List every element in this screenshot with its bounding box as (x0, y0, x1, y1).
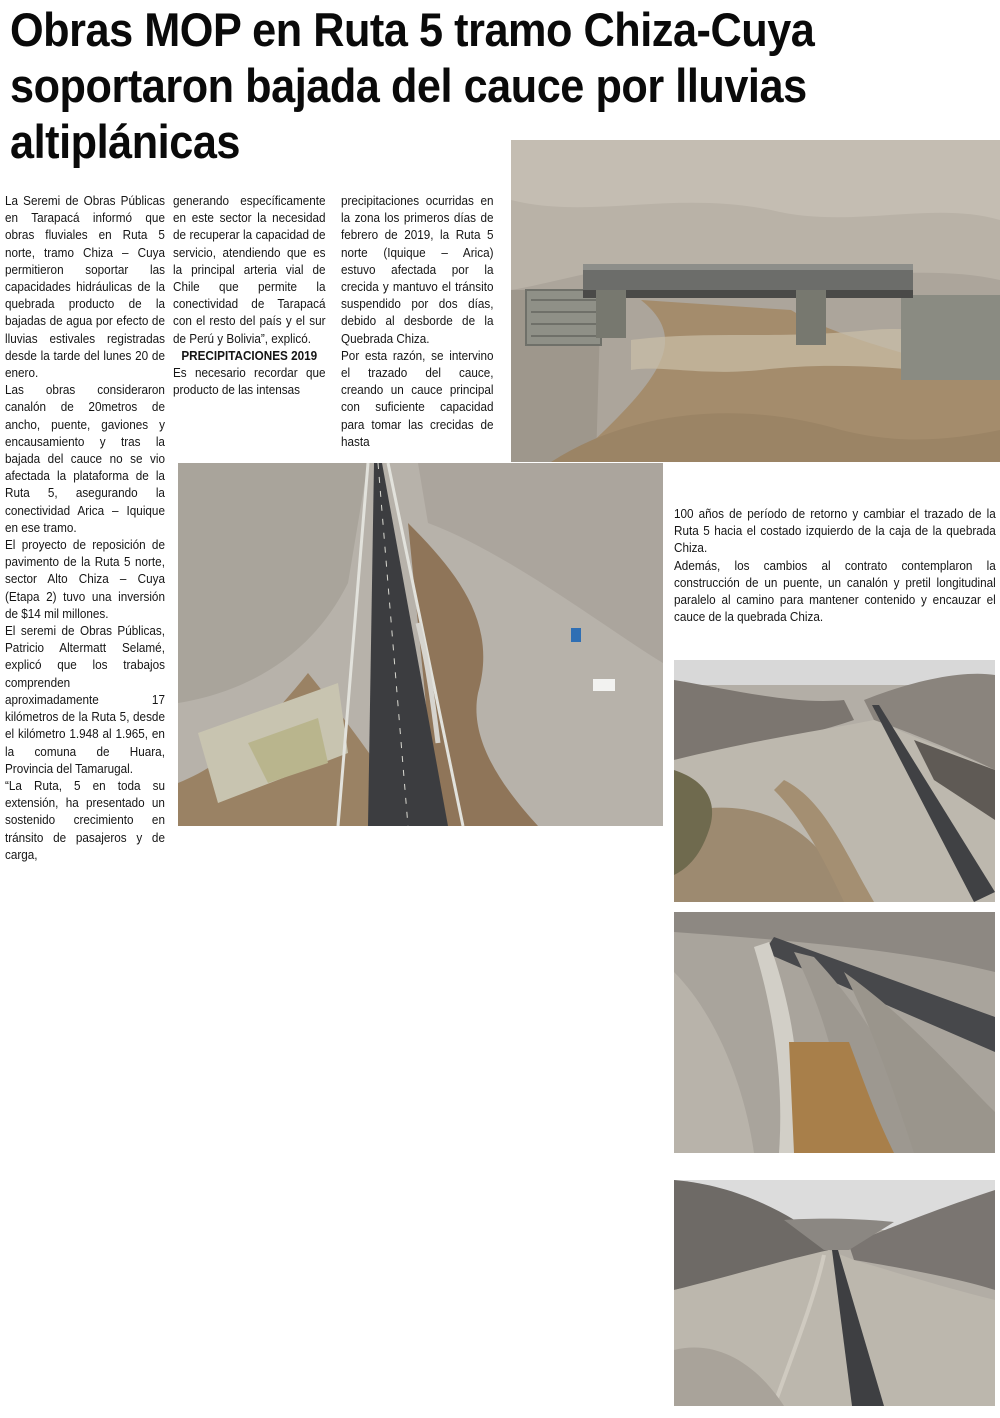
headline-line-2: soportaron bajada del cauce por lluvias (10, 59, 807, 112)
valley-road-photo (674, 660, 995, 902)
paragraph: generando específicamente en este sector la necesidad de recuperar la capacidad de servicio, atendiendo que es la principal arteria vial de Chile que permite la conectividad de Tarapacá con el resto del país y el sur de Perú y Bolivia”, explicó. (173, 194, 326, 346)
paragraph: Por esta razón, se intervino el trazado del cauce, creando un cauce principal con suficiente capacidad para tomar las crecidas de hasta (341, 348, 494, 449)
article-column-3 (341, 193, 494, 451)
bridge-photo (511, 140, 1000, 462)
paragraph: “La Ruta, 5 en toda su extensión, ha presentado un sostenido crecimiento en tránsito de pasajeros y de carga, (5, 778, 165, 862)
article-column-2 (173, 193, 326, 399)
canal-photo (674, 912, 995, 1153)
paragraph: Es necesario recordar que producto de las intensas (173, 366, 326, 398)
paragraph: El proyecto de reposición de pavimento de la Ruta 5 norte, sector Alto Chiza – Cuya (Etapa 2) tuvo una inversión de $14 mil millones. (5, 538, 165, 621)
article-column-4 (674, 506, 996, 626)
headline-line-1: Obras MOP en Ruta 5 tramo Chiza-Cuya (10, 3, 815, 56)
paragraph: 100 años de período de retorno y cambiar el trazado de la Ruta 5 hacia el costado izquierdo de la caja de la quebrada Chiza. (674, 507, 996, 556)
valley-highway-photo (674, 1180, 995, 1406)
paragraph: Además, los cambios al contrato contemplaron la construcción de un puente, un canalón y pretil longitudinal paralelo al camino para mantener contenido y encauzar el cauce de la quebrada Chiza. (674, 558, 996, 625)
aerial-road-photo (178, 463, 663, 826)
paragraph: La Seremi de Obras Públicas en Tarapacá informó que obras fluviales en Ruta 5 norte, tramo Chiza – Cuya permitieron soportar las capacidades hidráulicas de la quebrada producto de la bajadas de agua por efecto de lluvias estivales registradas desde la tarde del lunes 20 de enero. (5, 194, 165, 381)
paragraph: Las obras consideraron canalón de 20metros de ancho, puente, gaviones y encausamiento y tras la bajada del cauce no se vio afectada la plataforma de la Ruta 5, asegurando la conectividad Arica – Iquique en ese tramo. (5, 383, 165, 535)
paragraph: El seremi de Obras Públicas, Patricio Altermatt Selamé, explicó que los trabajos comprenden aproximadamente 17 kilómetros de la Ruta 5, desde el kilómetro 1.948 al 1.965, en la comuna de Huara, Provincia del Tamarugal. (5, 624, 165, 776)
section-subhead: PRECIPITACIONES 2019 (181, 348, 318, 363)
headline-line-3: altiplánicas (10, 115, 240, 168)
article-column-1 (5, 193, 165, 864)
paragraph: precipitaciones ocurridas en la zona los primeros días de febrero de 2019, la Ruta 5 norte (Iquique – Arica) estuvo afectada por la crecida y mantuvo el tránsito suspendido por dos días, debido al desborde de la Quebrada Chiza. (341, 194, 494, 346)
